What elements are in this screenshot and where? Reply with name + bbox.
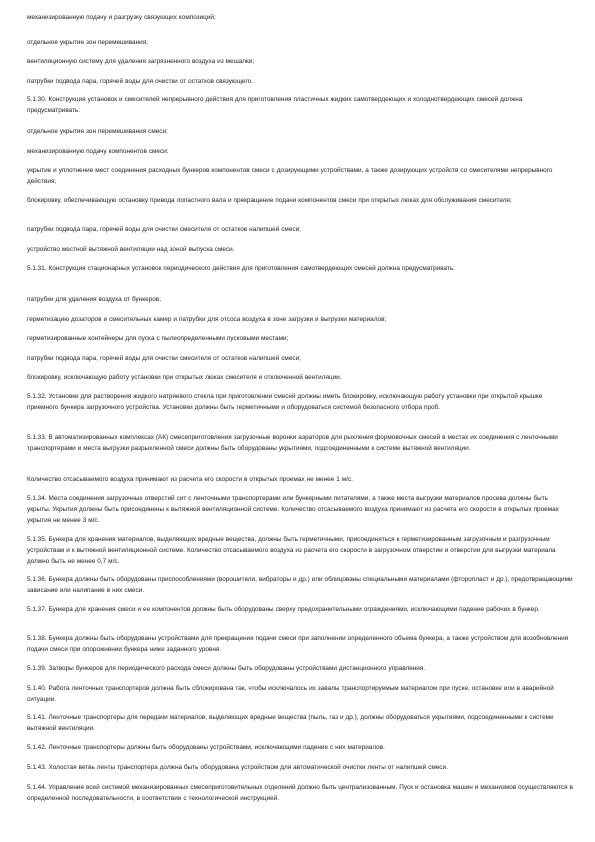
paragraph: 5.1.42. Ленточные транспортеры должны быть оборудованы устройствами, исключающими падение с них материалов. xyxy=(27,744,385,751)
paragraph: патрубки подвода пара, горячей воды для очистки смесителя от остатков налипшей смеси; xyxy=(27,226,301,233)
paragraph: 5.1.41. Ленточные транспортеры для передачи материалов, выделяющих вредные вещества (пыль, газ и др.), должны оборудоваться укрытиями, подсоединенными к системе вытяжной вентиляции. xyxy=(27,714,554,732)
paragraph: 5.1.43. Холостая ветвь ленты транспортера должна быть оборудована устройством для автоматической очистки ленты от налипшей смеси. xyxy=(27,764,448,771)
paragraph: Количество отсасываемого воздуха принимают из расчета его скорости в открытых проемах не менее 1 м/с. xyxy=(27,476,353,483)
paragraph: герметизацию дозаторов и смесительных камер и патрубки для отсоса воздуха в зоне загрузки и выгрузки материалов; xyxy=(27,316,387,323)
paragraph: 5.1.32. Установки для растворения жидкого натриевого стекла при приготовлении смесей должны иметь блокировку, исключающую работу установки при открытой крышке приемного бункера загрузочного устройства. Установки должны быть герметичными и оборудоваться системой безопасного отбора проб. xyxy=(27,393,543,411)
paragraph: 5.1.33. В автоматизированных комплексах (АК) смесеприготовления загрузочные воронки аэраторов для рыхления формовочных смесей в местах их соединения с ленточными транспортерами и места выгрузки разрыхленной смеси должны быть оборудованы укрытиями, подсоединенными к системе вытяжной вентиляции. xyxy=(27,434,558,452)
paragraph: 5.1.31. Конструкция стационарных установок периодического действия для приготовления самотвердеющих смесей должна предусматривать: xyxy=(27,265,455,272)
paragraph: патрубки для удаления воздуха от бункеров; xyxy=(27,296,161,303)
paragraph: патрубки подвода пара, горячей воды для очистки смесителя от остатков налипшей смеси; xyxy=(27,355,301,362)
paragraph: отдельное укрытие зон перемешивания; xyxy=(27,39,148,46)
paragraph: блокировку, исключающую работу установки при открытых люках смесителя и отключенной вентиляции. xyxy=(27,374,342,381)
paragraph: 5.1.30. Конструкция установок и смесителей непрерывного действия для приготовления пластичных жидких самотвердеющих и холоднотвердеющих смесей должна предусматривать: xyxy=(27,96,523,114)
paragraph: 5.1.35. Бункера для хранения материалов, выделяющих вредные вещества, должны быть герметичными, присоединяться к герметизированным загрузочным и разгрузочным устройствам и к вытяжной вентиляционной системе. Количество отсасываемого воздуха из расчета его скорости в загрузочном отверстии и отверстии для выгрузки материала должно быть не менее 0,7 м/с. xyxy=(27,536,556,565)
paragraph: блокировку, обеспечивающую остановку привода лопастного вала и прекращение подачи компонентов смеси при открытых люках для обслуживания смесителя; xyxy=(27,197,512,204)
paragraph: 5.1.38. Бункера должны быть оборудованы устройствами для прекращения подачи смеси при заполнении определенного объема бункера, а также устройством для возобновления подачи смеси при опорожнении бункера ниже заданного уровня. xyxy=(27,635,569,653)
paragraph: вентиляционную систему для удаления загрязненного воздуха из мешалки; xyxy=(27,58,255,65)
paragraph: 5.1.40. Работа ленточных транспортеров должна быть сблокирована так, чтобы исключалось их завалы транспортируемым материалом при пуске, остановке или в аварийной ситуации. xyxy=(27,685,554,703)
paragraph: механизированную подачу компонентов смеси; xyxy=(27,148,169,155)
paragraph: механизированную подачу и разгрузку связующих композиций; xyxy=(27,14,216,21)
paragraph: 5.1.36. Бункера должны быть оборудованы приспособлениями (ворошители, вибраторы и др.) или облицованы специальными материалами (фторопласт и др.), предотвращающими зависание или налипание в них смеси. xyxy=(27,576,573,594)
paragraph: герметизированные контейнеры для пуска с пылеопределенными пусковыми местами; xyxy=(27,335,289,342)
paragraph: устройство местной вытяжной вентиляции над зоной выпуска смеси. xyxy=(27,246,235,253)
paragraph: 5.1.37. Бункера для хранения смеси и ее компонентов должны быть оборудованы сверху предохранительными ограждениями, исключающими падение рабочих в бункер. xyxy=(27,606,540,613)
paragraph: 5.1.34. Места соединения загрузочных отверстий сит с ленточными транспортерами или бункерными питателями, а также места выгрузки материалов просева должны быть укрыты. Укрытия должны быть присоединены к вытяжной вентиляционной системе. Количество отсасываемого воздуха принимают из расчета его скорости в открытых проемах укрытия не менее 3 м/с. xyxy=(27,495,559,524)
paragraph: патрубки подвода пара, горячей воды для очистки от остатков связующего. xyxy=(27,78,253,85)
paragraph: укрытие и уплотнение мест соединения расходных бункеров компонентов смеси с дозирующими устройствами, а также дозирующих устройств со смесителями непрерывного действия; xyxy=(27,167,553,185)
paragraph: 5.1.39. Затворы бункеров для периодического расхода смеси должны быть оборудованы устройствами дистанционного управления. xyxy=(27,665,426,672)
paragraph: отдельное укрытие зон перемешивания смеси; xyxy=(27,128,168,135)
paragraph: 5.1.44. Управление всей системой механизированных смесеприготовительных отделений должно быть централизованным. Пуск и остановка машин и механизмов осуществляются в определенной последовательности, в соответствии с технологической инструкцией. xyxy=(27,784,573,802)
